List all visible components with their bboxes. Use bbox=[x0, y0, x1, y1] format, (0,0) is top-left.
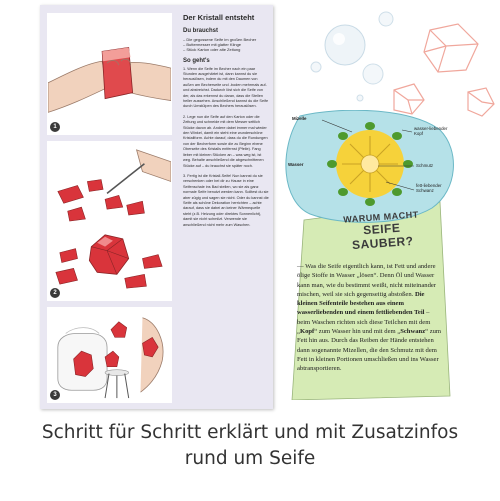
step-2-illustration bbox=[47, 141, 172, 301]
step-text-2: 2. Lege nun die Seife auf den Karton oder die Zeitung und schneide mit dem Messer seitlich Stücke davon ab. Andere dabei immer mal wieder den Winkel, damit ein steht eine wunderschöne Kristallform. Achte darauf, dass du die Rundungen von der Becherform sowie die zu Beginn ebene Oberseite des Kristalls entfernst (Pfeile). Fang lieber mit kleinen Stücken an – was weg ist, ist weg. Behalte anschließend die abgeschnittenen Stücke auf – du brauchst sie später noch. bbox=[183, 114, 268, 168]
step-number-3: 3 bbox=[50, 390, 60, 400]
label-schmutz: Schmutz bbox=[416, 163, 434, 168]
caption-line-2: rund um Seife bbox=[184, 448, 316, 469]
panel-title-line2: SEIFE SAUBER? bbox=[351, 220, 414, 253]
label-schwanz: fett-liebender Schwanz bbox=[416, 183, 442, 194]
label-wasser: Wasser bbox=[288, 162, 304, 167]
step-1-illustration bbox=[47, 13, 172, 135]
caption-line-1: Schritt für Schritt erklärt und mit Zusatzinfos bbox=[41, 422, 459, 443]
instruction-page bbox=[40, 5, 273, 409]
howto-heading: So geht's bbox=[183, 57, 210, 64]
material-item: – Buttermesser mit glatter Klinge bbox=[183, 42, 242, 48]
label-kopf: wasser-liebender Kopf bbox=[414, 126, 448, 137]
step-text-3: 3. Fertig ist die Kristall-Seife! Nun kannst du sie verschenken oder bei dir zu Hause in eine Seifenschale ins Bad stellen, wo sie als ganz normale Seife benutzt werden kann. Solltest du sie aber zügig und sagen sie nicht. Oder du kannst die Seife als schöne Dekoration herrichten – achte darauf, dass sie dabei an keiner Wärmequelle steht (z.B. Heizung oder direktes Sonnenlicht), damit sie nicht schmilzt. Verwende sie anschließend nicht mehr zum Waschen. bbox=[183, 173, 269, 227]
caption bbox=[0, 420, 500, 472]
page-title: Der Kristall entsteht bbox=[183, 13, 255, 22]
instruction-text-column bbox=[183, 13, 269, 233]
panel-title-line1: WARUM MACHT bbox=[342, 209, 419, 225]
step-text-1: 1. Wenn die Seife im Becher nach ein paar Stunden ausgehärtet ist, dann kannst du sie herauslösen, indem du mit den Daumen von außen am Becherseite und -boden mehrmals auf- und abstreichst. Dadurch löst sich die Seife von der, als das erkennst du daran, dass die Stellen heller aussehen. Anschließend kannst du die Seife durch Umstülpen des Bechers herauslösen. bbox=[183, 66, 269, 109]
decorative-bubbles-and-crystals bbox=[290, 0, 500, 120]
panel-paragraph: — Was die Seife eigentlich kann, ist Fett und andere ölige Stoffe in Wasser „lösen“. Denn Öl und Wasser kann man, wie du bestimmt weißt, nicht miteinander mischen, weil sie sich gegenseitig abstoßen. Die kleinen Seifenteile bestehen aus einem wasserliebenden und einem fettliebenden Teil – beim Waschen richten sich diese Teilchen mit dem „Kopf“ zum Wasser hin und mit dem „Schwanz“ zum Fett hin aus. Durch das Reiben der Hände entstehen dann sogenannte Mizellen, die den Schmutz mit dem Fett in kleinen Portionen umschließen und ins Wasser abtransportieren. bbox=[297, 263, 442, 373]
label-mizelle: Mizelle bbox=[292, 116, 307, 121]
material-item: – Stück Karton oder alte Zeitung bbox=[183, 47, 241, 53]
panel-title bbox=[335, 209, 430, 255]
step-number-2: 2 bbox=[50, 288, 60, 298]
materials-list bbox=[183, 37, 269, 53]
step-number-1: 1 bbox=[50, 122, 60, 132]
materials-heading: Du brauchst bbox=[183, 28, 219, 34]
material-item: – Die gegossene Seife im großen Becher bbox=[183, 37, 257, 42]
step-3-illustration bbox=[47, 307, 172, 403]
